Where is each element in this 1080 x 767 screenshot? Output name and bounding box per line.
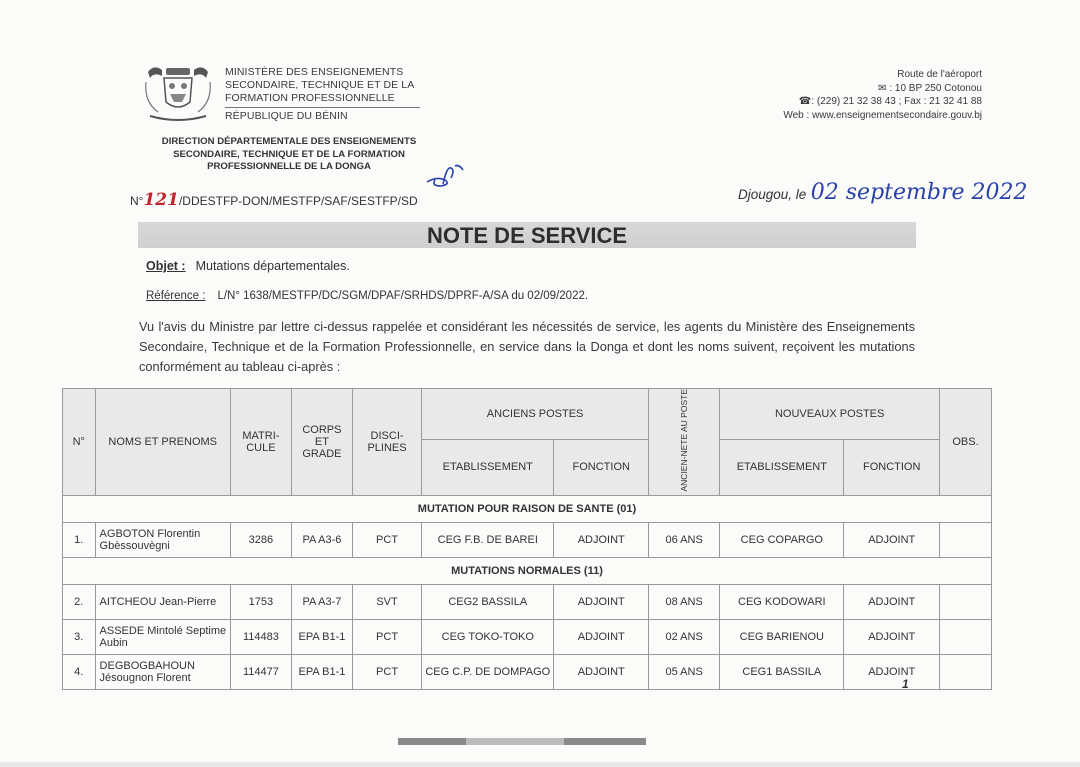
- cell-seniority: 02 ANS: [649, 619, 720, 654]
- header-divider: [225, 107, 420, 108]
- reference-number: [130, 190, 418, 210]
- header-names: NOMS ET PRENOMS: [95, 389, 230, 496]
- cell-seniority: 08 ANS: [649, 584, 720, 619]
- cell-old-school: CEG F.B. DE BAREI: [422, 522, 554, 557]
- cell-corps: PA A3-7: [291, 584, 352, 619]
- handwritten-date: 02 septembre 2022: [810, 180, 1028, 205]
- section-title: MUTATION POUR RAISON DE SANTE (01): [63, 495, 992, 522]
- cell-old-school: CEG C.P. DE DOMPAGO: [422, 654, 554, 689]
- cell-discipline: SVT: [352, 584, 421, 619]
- cell-new-function: ADJOINT: [844, 654, 940, 689]
- section-row: [63, 495, 992, 522]
- header-obs: OBS.: [940, 389, 992, 496]
- contact-line: Route de l'aéroport: [897, 69, 982, 80]
- scan-mark: [466, 738, 564, 745]
- direction-line: SECONDAIRE, TECHNIQUE ET DE LA FORMATION: [173, 148, 405, 160]
- page-number: 1: [902, 677, 909, 691]
- ministry-line: MINISTÈRE DES ENSEIGNEMENTS: [225, 66, 404, 78]
- contact-line: Web : www.enseignementsecondaire.gouv.bj: [783, 109, 982, 121]
- ministry-line: FORMATION PROFESSIONNELLE: [225, 92, 395, 104]
- cell-discipline: PCT: [352, 654, 421, 689]
- ministry-line: SECONDAIRE, TECHNIQUE ET DE LA: [225, 79, 415, 91]
- cell-corps: EPA B1-1: [291, 654, 352, 689]
- direction-line: PROFESSIONNELLE DE LA DONGA: [207, 161, 371, 172]
- cell-obs: [940, 619, 992, 654]
- header-new-fonction: FONCTION: [844, 440, 940, 495]
- reference-line: [146, 290, 588, 302]
- contact-line: ☎: (229) 21 32 38 43 ; Fax : 21 32 41 88: [798, 96, 982, 107]
- cell-new-school: CEG COPARGO: [720, 522, 844, 557]
- cell-discipline: PCT: [352, 619, 421, 654]
- cell-old-function: ADJOINT: [554, 522, 649, 557]
- objet-label: Objet :: [146, 259, 186, 273]
- cell-obs: [940, 654, 992, 689]
- cell-old-school: CEG TOKO-TOKO: [422, 619, 554, 654]
- intro-paragraph: Vu l'avis du Ministre par lettre ci-dessus rappelée et considérant les nécessités de service, les agents du Ministère des Enseignements Secondaire, Technique et de la Formation Professionnelle, en service dans la Donga et dont les noms suivent, reçoivent les mutations conformément au tableau ci-après :: [139, 319, 915, 374]
- header-matricule: MATRI-CULE: [230, 389, 291, 496]
- page-bottom-edge: [0, 762, 1080, 767]
- city-label: Djougou, le: [738, 187, 807, 202]
- cell-name: AGBOTON Florentin Gbèssouvègni: [95, 522, 230, 557]
- anciennete-label: ANCIEN-NETE AU POSTE: [678, 389, 689, 492]
- cell-matricule: 114483: [230, 619, 291, 654]
- header-new-etablissement: ETABLISSEMENT: [720, 440, 844, 495]
- cell-new-function: ADJOINT: [844, 522, 940, 557]
- cell-obs: [940, 584, 992, 619]
- republic-name: RÉPUBLIQUE DU BÉNIN: [225, 110, 348, 122]
- cell-seniority: 06 ANS: [649, 522, 720, 557]
- ministry-header: [225, 66, 420, 123]
- header-anciens-postes: ANCIENS POSTES: [422, 389, 649, 440]
- cell-old-function: ADJOINT: [554, 619, 649, 654]
- cell-new-school: CEG KODOWARI: [720, 584, 844, 619]
- section-row: [63, 557, 992, 584]
- coat-of-arms-seal: [140, 62, 216, 124]
- header-corps: CORPS ET GRADE: [291, 389, 352, 496]
- cell-new-function: ADJOINT: [844, 619, 940, 654]
- scan-mark: [398, 738, 466, 745]
- cell-old-function: ADJOINT: [554, 654, 649, 689]
- header-nouveaux-postes: NOUVEAUX POSTES: [720, 389, 940, 440]
- ref-suffix: /DDESTFP-DON/MESTFP/SAF/SESTFP/SD: [178, 194, 418, 208]
- cell-name: DEGBOGBAHOUN Jésougnon Florent: [95, 654, 230, 689]
- header-old-fonction: FONCTION: [554, 440, 649, 495]
- cell-name: ASSEDE Mintolé Septime Aubin: [95, 619, 230, 654]
- scan-mark: [564, 738, 646, 745]
- handwritten-initials: [425, 162, 465, 194]
- header-anciennete: [649, 389, 720, 496]
- direction-block: [140, 136, 438, 174]
- cell-corps: PA A3-6: [291, 522, 352, 557]
- contact-line: ✉ : 10 BP 250 Cotonou: [878, 82, 982, 94]
- objet-value: Mutations départementales.: [195, 259, 350, 273]
- cell-corps: EPA B1-1: [291, 619, 352, 654]
- cell-matricule: 1753: [230, 584, 291, 619]
- cell-num: 3.: [63, 619, 96, 654]
- table-row: [63, 654, 992, 689]
- cell-new-school: CEG1 BASSILA: [720, 654, 844, 689]
- table-row: [63, 584, 992, 619]
- contact-block: [783, 68, 982, 122]
- section-title: MUTATIONS NORMALES (11): [63, 557, 992, 584]
- table-row: [63, 619, 992, 654]
- place-date: [738, 180, 1027, 205]
- table-row: [63, 522, 992, 557]
- cell-num: 4.: [63, 654, 96, 689]
- header-disciplines: DISCI-PLINES: [352, 389, 421, 496]
- cell-old-function: ADJOINT: [554, 584, 649, 619]
- cell-old-school: CEG2 BASSILA: [422, 584, 554, 619]
- document-title: NOTE DE SERVICE: [426, 223, 628, 248]
- header-num: N°: [63, 389, 96, 496]
- ref-prefix: N°: [130, 194, 144, 208]
- cell-seniority: 05 ANS: [649, 654, 720, 689]
- cell-obs: [940, 522, 992, 557]
- cell-new-school: CEG BARIENOU: [720, 619, 844, 654]
- header-old-etablissement: ETABLISSEMENT: [422, 440, 554, 495]
- cell-name: AITCHEOU Jean-Pierre: [95, 584, 230, 619]
- cell-num: 2.: [63, 584, 96, 619]
- direction-line: DIRECTION DÉPARTEMENTALE DES ENSEIGNEMENTS: [161, 136, 417, 147]
- cell-matricule: 114477: [230, 654, 291, 689]
- cell-num: 1.: [63, 522, 96, 557]
- reference-label: Référence :: [146, 290, 206, 302]
- reference-value: L/N° 1638/MESTFP/DC/SGM/DPAF/SRHDS/DPRF-A/SA du 02/09/2022.: [217, 290, 589, 302]
- mutations-table: [62, 388, 992, 690]
- cell-discipline: PCT: [352, 522, 421, 557]
- cell-matricule: 3286: [230, 522, 291, 557]
- cell-new-function: ADJOINT: [844, 584, 940, 619]
- objet-line: [146, 259, 350, 273]
- handwritten-ref-number: 121: [143, 190, 179, 210]
